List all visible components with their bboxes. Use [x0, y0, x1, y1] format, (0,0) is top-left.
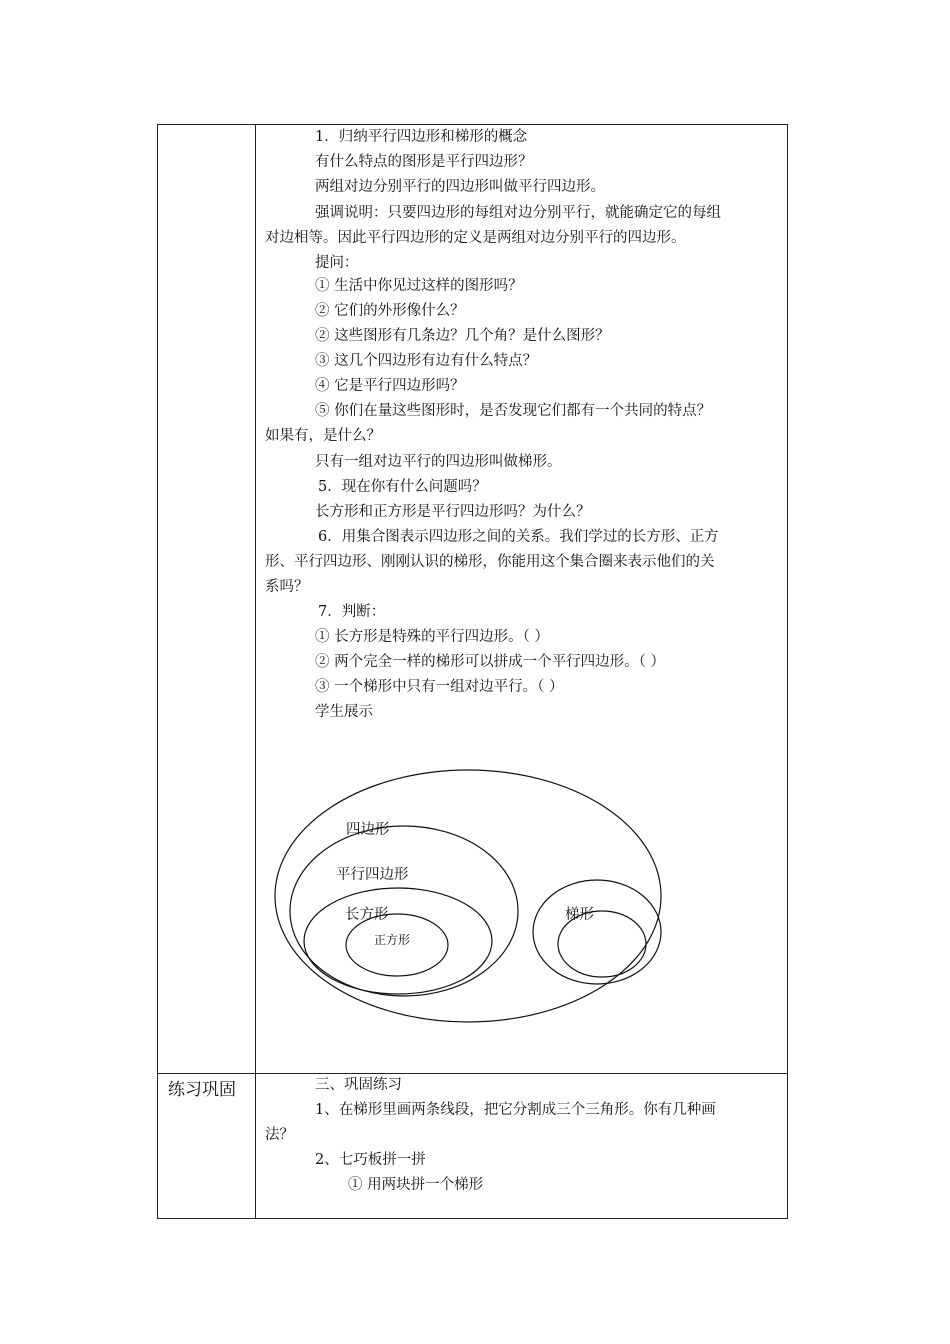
text-line: ④ 它是平行四边形吗？ — [315, 378, 465, 394]
text-line: ② 两个完全一样的梯形可以拼成一个平行四边形。（ ） — [315, 654, 665, 670]
parallelogram-label: 平行四边形 — [336, 867, 409, 883]
text-line: ⑤ 你们在量这些图形时，是否发现它们都有一个共同的特点？ — [315, 403, 712, 419]
text-line: 两组对边分别平行的四边形叫做平行四边形。 — [315, 179, 605, 195]
text-line: 提问： — [315, 255, 359, 271]
text-line: 1、在梯形里画两条线段，把它分割成三个三角形。你有几种画 — [315, 1102, 716, 1118]
text-line: ② 这些图形有几条边？几个角？是什么图形？ — [315, 328, 610, 344]
text-line: 系吗？ — [265, 579, 309, 595]
text-line: 三、巩固练习 — [315, 1077, 402, 1093]
text-line: ① 生活中你见过这样的图形吗？ — [315, 278, 523, 294]
text-line: 7．判断： — [318, 604, 386, 620]
text-line: ② 它们的外形像什么？ — [315, 303, 465, 319]
parallelogram-set — [290, 826, 518, 996]
text-line: ③ 这几个四边形有边有什么特点？ — [315, 353, 538, 369]
quadrilateral-label: 四边形 — [346, 822, 390, 838]
rectangle-label: 长方形 — [345, 907, 389, 923]
text-line: 5．现在你有什么问题吗？ — [318, 479, 487, 495]
text-line: 只有一组对边平行的四边形叫做梯形。 — [315, 454, 562, 470]
trapezoid-outer-set — [533, 880, 661, 984]
text-line: 对边相等。因此平行四边形的定义是两组对边分别平行的四边形。 — [265, 230, 686, 246]
text-line: ① 长方形是特殊的平行四边形。（ ） — [315, 629, 549, 645]
trapezoid-label: 梯形 — [565, 907, 594, 923]
text-line: ③ 一个梯形中只有一组对边平行。（ ） — [315, 679, 564, 695]
text-line: 2、七巧板拼一拼 — [315, 1152, 426, 1168]
text-line: 法？ — [265, 1127, 294, 1143]
text-line: 学生展示 — [315, 704, 373, 720]
text-line: 1．归纳平行四边形和梯形的概念 — [315, 129, 528, 145]
square-label: 正方形 — [374, 933, 411, 947]
text-line: 如果有，是什么？ — [265, 428, 381, 444]
text-line: 长方形和正方形是平行四边形吗？为什么？ — [315, 504, 591, 520]
text-line: 形、平行四边形、刚刚认识的梯形，你能用这个集合圈来表示他们的关 — [265, 554, 715, 570]
text-line: 有什么特点的图形是平行四边形？ — [315, 154, 533, 170]
row-label-practice: 练习巩固 — [168, 1080, 236, 1100]
text-line: ① 用两块拼一个梯形 — [348, 1177, 484, 1193]
text-line: 强调说明：只要四边形的每组对边分别平行，就能确定它的每组 — [315, 205, 721, 221]
text-line: 6．用集合图表示四边形之间的关系。我们学过的长方形、正方 — [318, 529, 719, 545]
